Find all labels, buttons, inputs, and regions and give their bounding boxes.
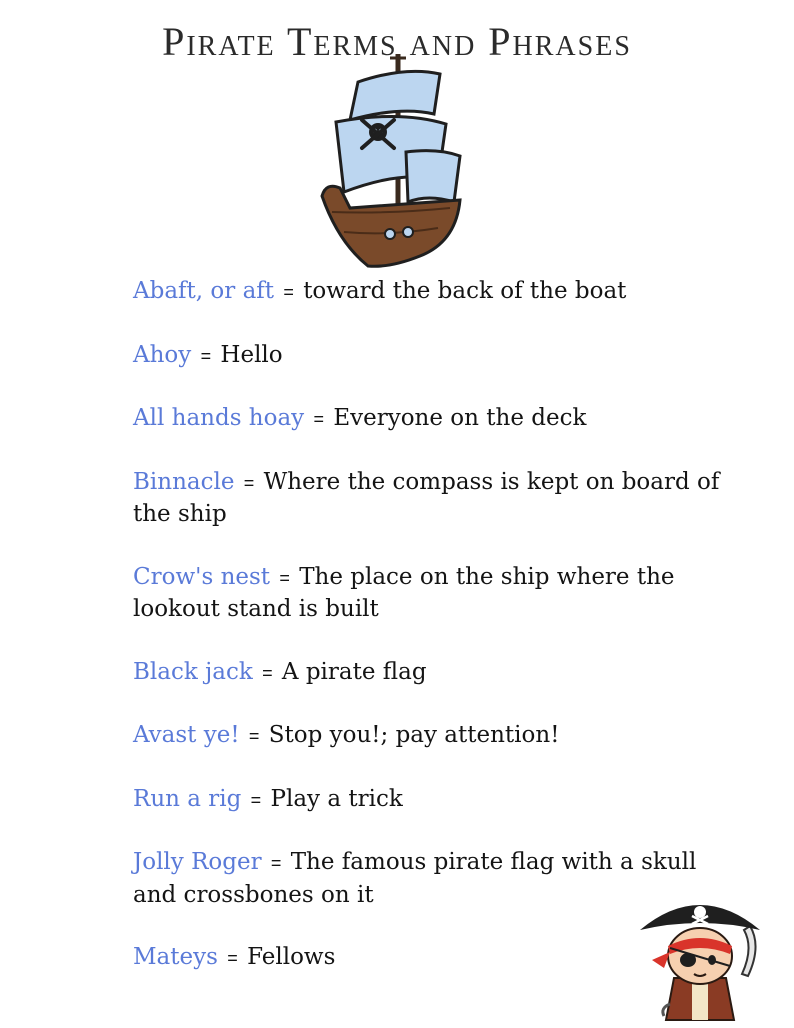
- term-definition: toward the back of the boat: [303, 278, 627, 304]
- term-separator: =: [250, 789, 262, 810]
- term-separator: =: [313, 409, 325, 429]
- term-word: Jolly Roger: [133, 849, 262, 875]
- term-word: Ahoy: [133, 341, 192, 368]
- term-separator: =: [262, 662, 273, 683]
- term-word: Avast ye!: [133, 722, 240, 748]
- term-definition: Where the compass is kept on board of the ship: [133, 468, 720, 527]
- term-word: Run a rig: [133, 785, 242, 812]
- term-word: All hands hoay: [133, 405, 305, 431]
- pirate-ship-icon: [310, 52, 470, 272]
- term-definition: Fellows: [247, 944, 336, 970]
- term-separator: =: [200, 345, 212, 366]
- term-separator: =: [248, 726, 260, 746]
- term-definition: Play a trick: [270, 785, 403, 812]
- page-title: Pirate Terms and Phrases: [162, 19, 632, 64]
- term-word: Binnacle: [133, 468, 235, 495]
- term-word: Black jack: [133, 658, 253, 685]
- term-definition: Everyone on the deck: [333, 405, 587, 431]
- term-separator: =: [227, 948, 238, 968]
- term-entry: [133, 562, 733, 626]
- term-entry: [133, 784, 733, 817]
- term-entry: [133, 467, 733, 531]
- term-word: Crow's nest: [133, 563, 271, 590]
- term-entry: [133, 276, 733, 309]
- term-entry: [133, 340, 733, 373]
- term-separator: =: [243, 472, 255, 493]
- term-definition: A pirate flag: [281, 658, 427, 685]
- term-word: Abaft, or aft: [133, 278, 275, 304]
- term-separator: =: [270, 853, 282, 873]
- term-word: Mateys: [133, 944, 218, 970]
- term-entry: [133, 720, 733, 753]
- term-definition: The place on the ship where the lookout stand is built: [133, 563, 675, 622]
- term-definition: Hello: [220, 341, 283, 368]
- term-separator: =: [283, 282, 294, 302]
- term-definition: The famous pirate flag with a skull and crossbones on it: [133, 849, 697, 908]
- term-separator: =: [279, 567, 290, 588]
- term-entry: [133, 657, 733, 690]
- term-definition: Stop you!; pay attention!: [268, 722, 560, 748]
- term-entry: [133, 403, 733, 436]
- pirate-character-icon: [630, 886, 770, 1026]
